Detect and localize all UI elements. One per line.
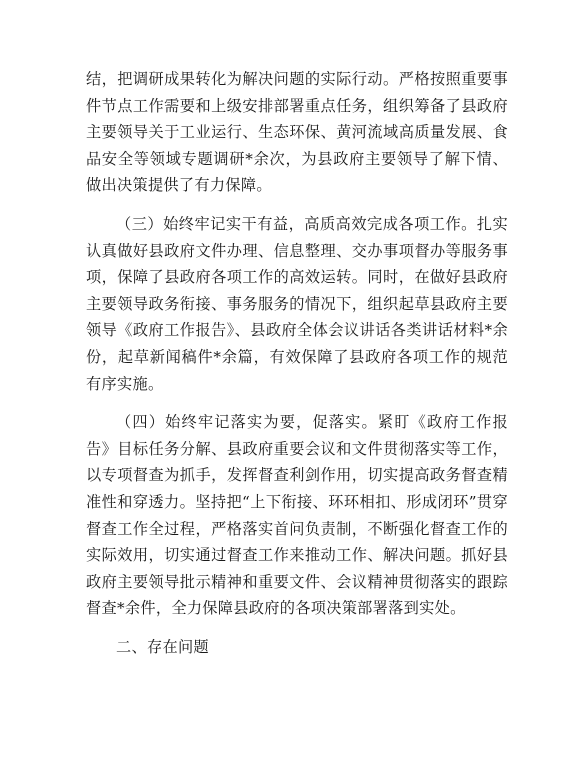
paragraph-continuation: 结，把调研成果转化为解决问题的实际行动。严格按照重要事件节点工作需要和上级安排部署重点任务，组织筹备了县政府主要领导关于工业运行、生态环保、黄河流域高质量发展、食品安全等领域专题调研*余次，为县政府主要领导了解下情、做出决策提供了有力保障。 [86,70,508,195]
paragraph-section-four: （四）始终牢记落实为要，促落实。紧盯《政府工作报告》目标任务分解、县政府重要会议和文件贯彻落实等工作，以专项督查为抓手，发挥督查利剑作用，切实提高政务督查精准性和穿透力。坚持把“上下衔接、环环相扣、形成闭环”贯穿督查工作全过程，严格落实首问负责制，不断强化督查工作的实际效用，切实通过督查工作来推动工作、解决问题。抓好县政府主要领导批示精神和重要文件、会议精神贯彻落实的跟踪督查*余件，全力保障县政府的各项决策部署落到实处。 [86,413,508,618]
section-heading: 二、存在问题 [116,637,209,656]
paragraph-section-three: （三）始终牢记实干有益，高质高效完成各项工作。扎实认真做好县政府文件办理、信息整理、交办事项督办等服务事项，保障了县政府各项工作的高效运转。同时，在做好县政府主要领导政务衔接、事务服务的情况下，组织起草县政府主要领导《政府工作报告》、县政府全体会议讲话各类讲话材料*余份，起草新闻稿件*余篇，有效保障了县政府各项工作的规范有序实施。 [86,214,508,393]
document-body [86,66,508,660]
